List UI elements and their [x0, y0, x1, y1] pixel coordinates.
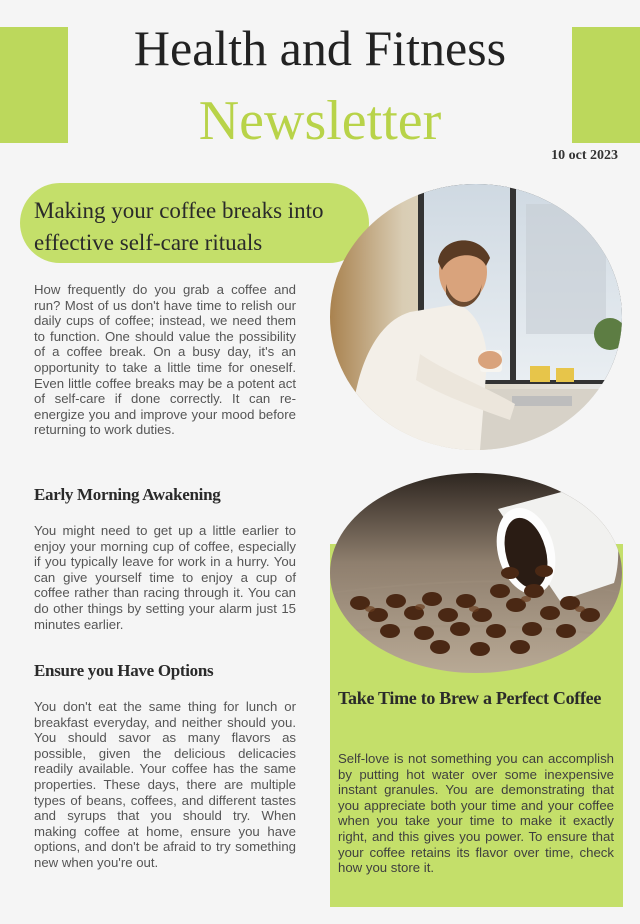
man-drinking-coffee-image: [330, 184, 622, 450]
section-body-options: You don't eat the same thing for lunch or breakfast everyday, and neither should you. You should savor as many flavors as possible, given the delicious delicacies readily available. Your coffee has the same properties. These days, there are multiple types of beans, coffees, and different tastes and syrups that you should try. When making coffee at home, ensure you have options, and don't be afraid to try something new when you're out.: [34, 699, 296, 870]
feature-headline: Making your coffee breaks into effective self-care rituals: [34, 198, 324, 255]
section-body-early-morning: You might need to get up a little earlier to enjoy your morning cup of coffee, especially if you typically leave for work in a hurry. You can give yourself time to enjoy a cup of coffee rather than racing through it. You can do other things by setting your alarm just 15 minutes earlier.: [34, 523, 296, 632]
issue-date: 10 oct 2023: [551, 148, 618, 163]
feature-headline-pill: [20, 183, 369, 263]
section-heading-early-morning: Early Morning Awakening: [34, 485, 221, 504]
sidebar-heading: Take Time to Brew a Perfect Coffee: [338, 688, 602, 708]
man-drinking-coffee-photo: [330, 184, 622, 450]
feature-intro: How frequently do you grab a coffee and run? Most of us don't have time to relish our daily cups of coffee; instead, we need them to function. One should value the possibility of a coffee break. On a busy day, it's an opportunity to take a little time for oneself. Even little coffee breaks may be a potent act of self-care if done correctly. It can re-energize you and improve your mood before returning to work duties.: [34, 282, 296, 438]
coffee-beans-image: [330, 473, 622, 673]
coffee-beans-photo: [330, 473, 622, 673]
sidebar-body: Self-love is not something you can accomplish by putting hot water over some inexpensive instant granules. You are demonstrating that you appreciate both your time and your coffee when you take your time to make it exactly right, and this gives you power. To ensure that your coffee retains its flavor over time, check how you store it.: [338, 751, 614, 876]
newsletter-subtitle: Newsletter: [198, 90, 442, 152]
section-heading-options: Ensure you Have Options: [34, 661, 214, 680]
newsletter-title: Health and Fitness: [133, 20, 507, 76]
